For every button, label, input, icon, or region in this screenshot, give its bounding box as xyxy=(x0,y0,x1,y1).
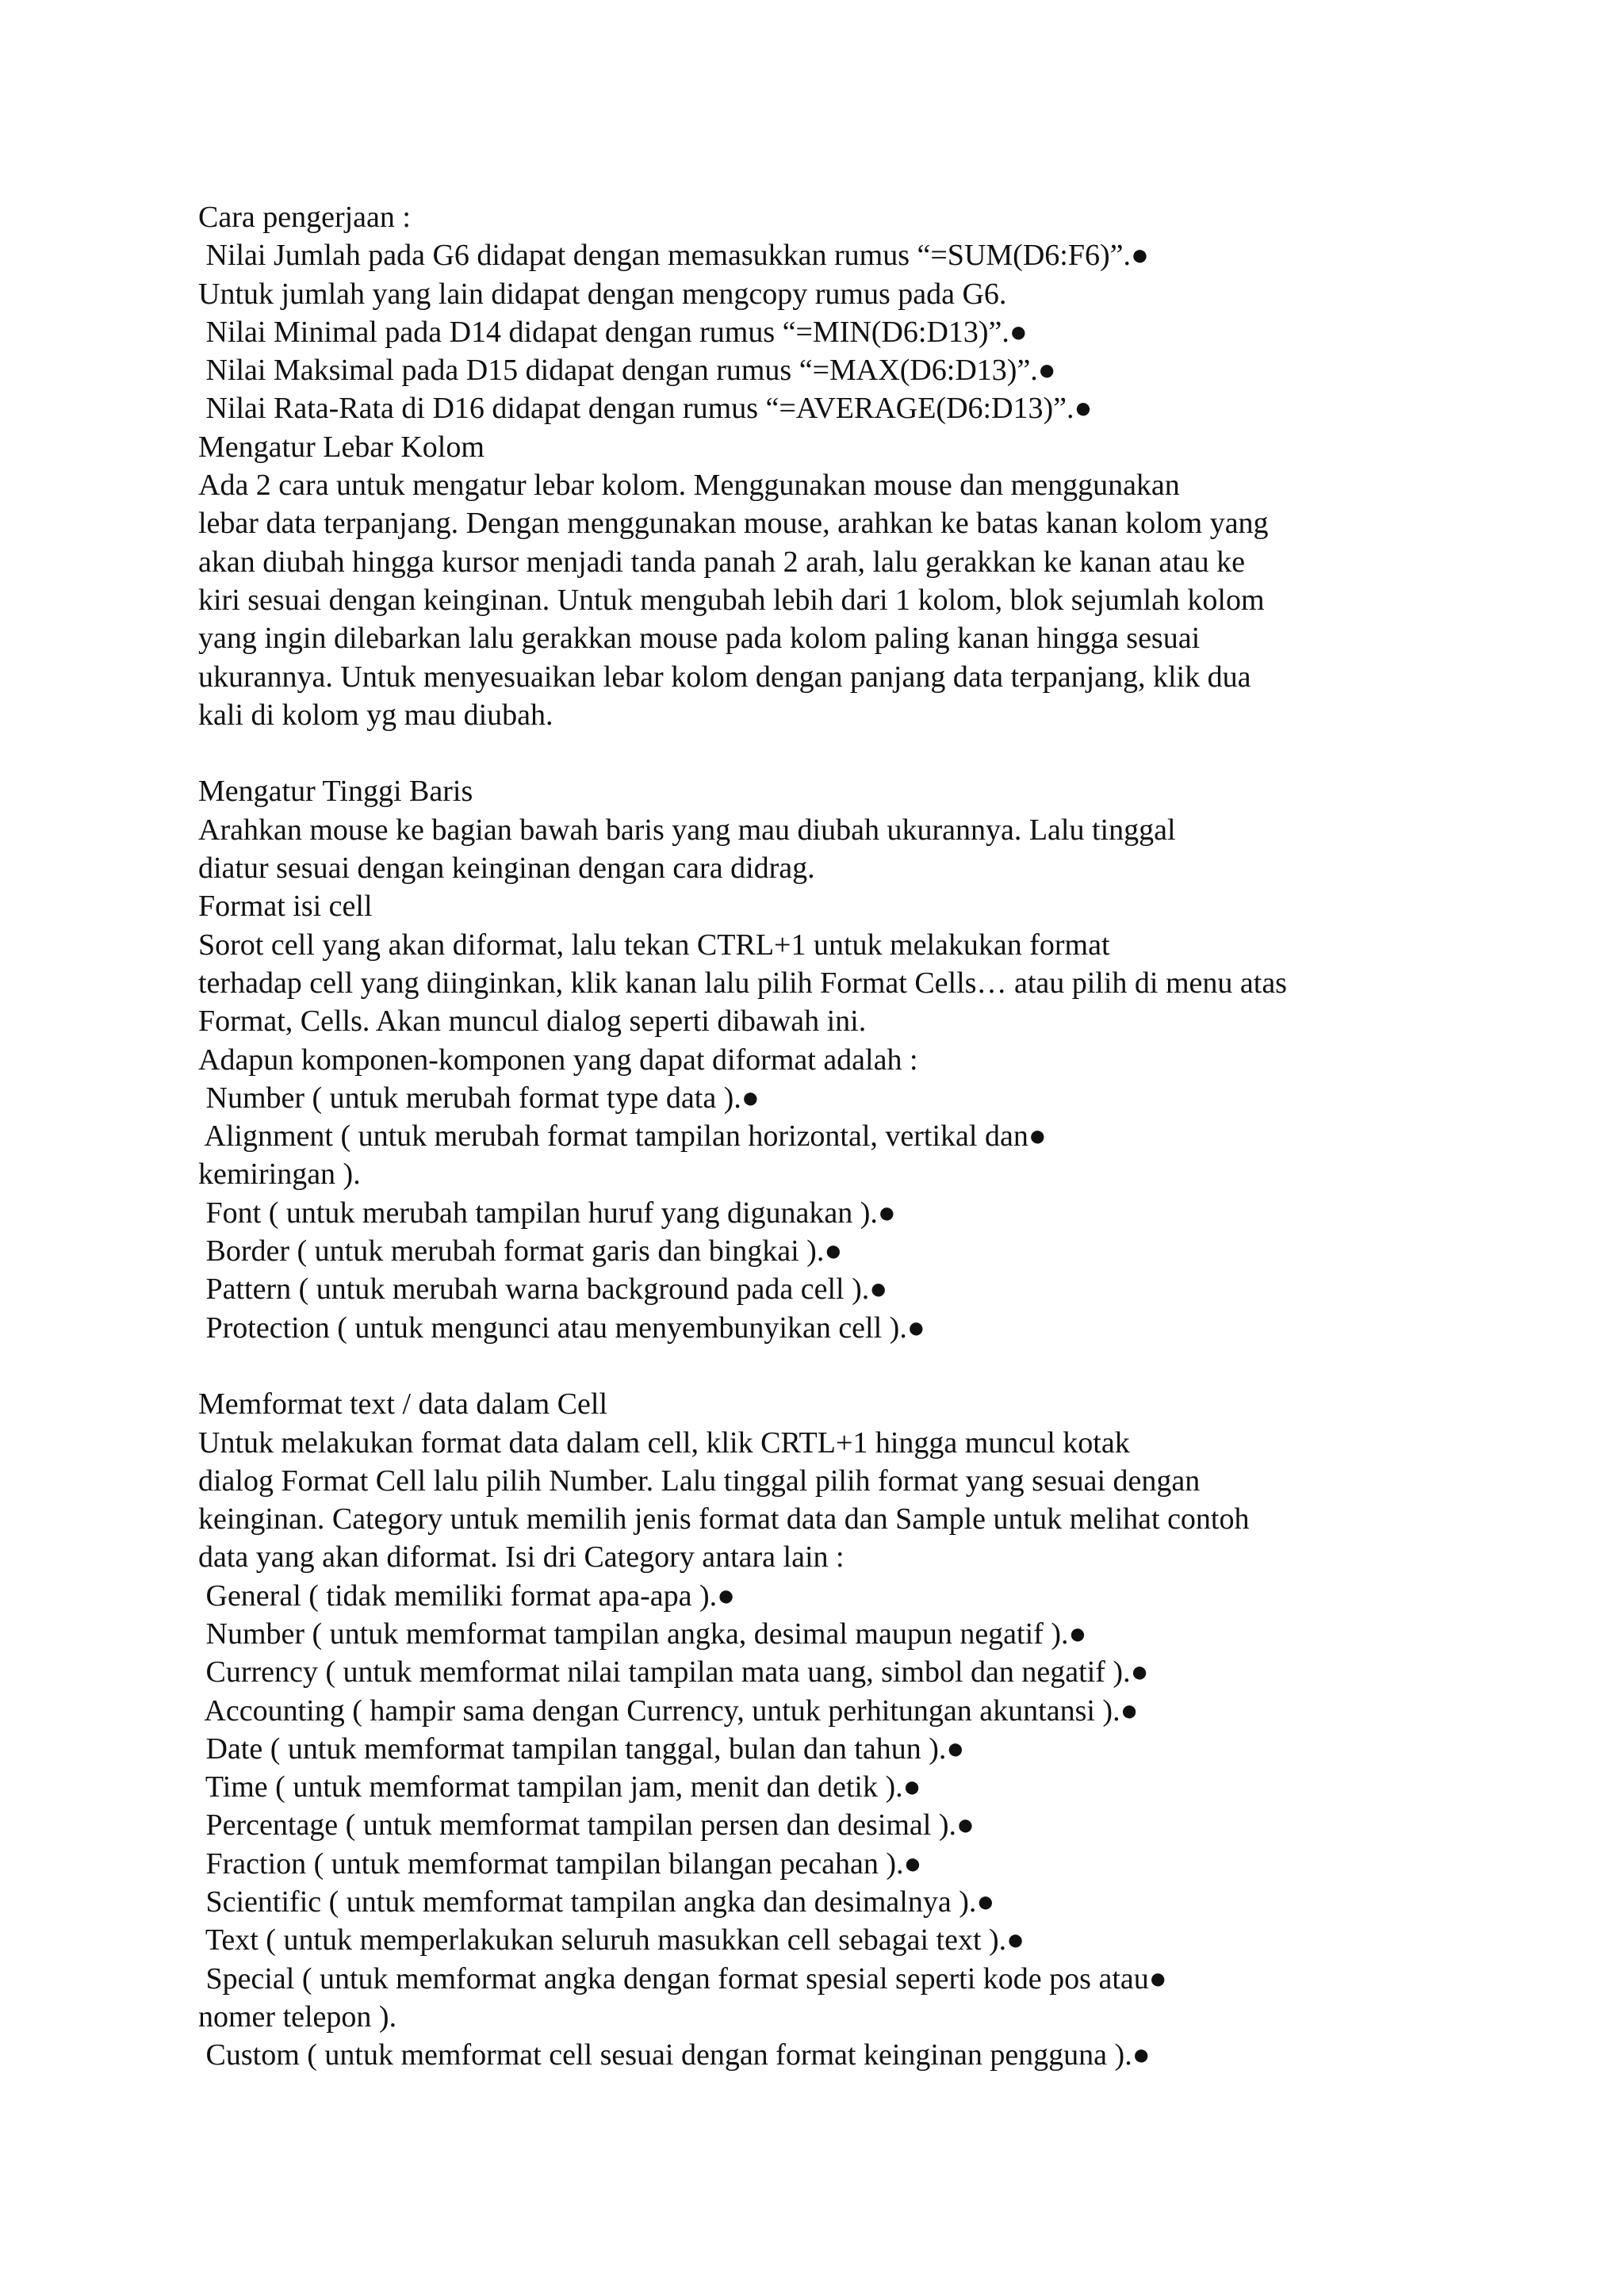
paragraph-line: akan diubah hingga kursor menjadi tanda panah 2 arah, lalu gerakkan ke kanan atau ke xyxy=(198,545,1245,579)
list-item: Number ( untuk memformat tampilan angka, desimal maupun negatif ).● xyxy=(198,1617,1087,1651)
list-item: Accounting ( hampir sama dengan Currency, untuk perhitungan akuntansi ).● xyxy=(198,1693,1139,1728)
paragraph-line: terhadap cell yang diinginkan, klik kanan lalu pilih Format Cells… atau pilih di menu atas xyxy=(198,966,1287,1000)
list-item: Currency ( untuk memformat nilai tampilan mata uang, simbol dan negatif ).● xyxy=(198,1655,1149,1689)
paragraph-line: diatur sesuai dengan keinginan dengan cara didrag. xyxy=(198,851,815,886)
paragraph-line: Untuk melakukan format data dalam cell, klik CRTL+1 hingga muncul kotak xyxy=(198,1425,1130,1460)
paragraph-line: Format, Cells. Akan muncul dialog seperti dibawah ini. xyxy=(198,1004,867,1039)
paragraph-line: Arahkan mouse ke bagian bawah baris yang mau diubah ukurannya. Lalu tinggal xyxy=(198,813,1176,847)
paragraph-line: lebar data terpanjang. Dengan menggunakan mouse, arahkan ke batas kanan kolom yang xyxy=(198,507,1269,541)
list-item: Date ( untuk memformat tampilan tanggal, bulan dan tahun ).● xyxy=(198,1732,965,1766)
list-item: Number ( untuk merubah format type data ).● xyxy=(198,1081,760,1115)
list-item: Pattern ( untuk merubah warna background pada cell ).● xyxy=(198,1272,888,1307)
paragraph-line: ukurannya. Untuk menyesuaikan lebar kolom dengan panjang data terpanjang, klik dua xyxy=(198,660,1251,694)
paragraph-line: Adapun komponen-komponen yang dapat diformat adalah : xyxy=(198,1043,918,1077)
list-item: Scientific ( untuk memformat tampilan angka dan desimalnya ).● xyxy=(198,1885,995,1919)
list-item: Percentage ( untuk memformat tampilan persen dan desimal ).● xyxy=(198,1808,975,1843)
paragraph-line: dialog Format Cell lalu pilih Number. Lalu tinggal pilih format yang sesuai dengan xyxy=(198,1464,1201,1498)
paragraph-line: kiri sesuai dengan keinginan. Untuk mengubah lebih dari 1 kolom, blok sejumlah kolom xyxy=(198,583,1265,617)
list-item-continuation: nomer telepon ). xyxy=(198,1999,397,2034)
heading-mengatur-tinggi-baris: Mengatur Tinggi Baris xyxy=(198,775,473,809)
heading-format-isi-cell: Format isi cell xyxy=(198,890,373,924)
paragraph-line: kali di kolom yg mau diubah. xyxy=(198,698,553,732)
heading-mengatur-lebar-kolom: Mengatur Lebar Kolom xyxy=(198,430,485,464)
text-line: Untuk jumlah yang lain didapat dengan mengcopy rumus pada G6. xyxy=(198,277,1007,311)
paragraph-line: keinginan. Category untuk memilih jenis format data dan Sample untuk melihat contoh xyxy=(198,1502,1250,1536)
blank-line xyxy=(198,1347,1435,1385)
list-item: General ( tidak memiliki format apa-apa ).● xyxy=(198,1578,736,1613)
list-item: Fraction ( untuk memformat tampilan bilangan pecahan ).● xyxy=(198,1846,922,1881)
paragraph-line: Ada 2 cara untuk mengatur lebar kolom. Menggunakan mouse dan menggunakan xyxy=(198,469,1180,503)
list-item: Custom ( untuk memformat cell sesuai dengan format keinginan pengguna ).● xyxy=(198,2038,1151,2072)
list-item: Special ( untuk memformat angka dengan format spesial seperti kode pos atau● xyxy=(198,1961,1167,1996)
list-item: Text ( untuk memperlakukan seluruh masukkan cell sebagai text ).● xyxy=(198,1923,1025,1957)
paragraph-line: yang ingin dilebarkan lalu gerakkan mouse pada kolom paling kanan hingga sesuai xyxy=(198,622,1201,656)
heading-memformat-text: Memformat text / data dalam Cell xyxy=(198,1387,608,1422)
list-item: Alignment ( untuk merubah format tampilan horizontal, vertikal dan● xyxy=(198,1119,1047,1154)
blank-line xyxy=(198,734,1435,772)
list-item: Border ( untuk merubah format garis dan bingkai ).● xyxy=(198,1234,843,1269)
list-item: Font ( untuk merubah tampilan huruf yang digunakan ).● xyxy=(198,1196,896,1230)
text-line: Nilai Jumlah pada G6 didapat dengan memasukkan rumus “=SUM(D6:F6)”.● xyxy=(198,239,1149,273)
paragraph-line: Sorot cell yang akan diformat, lalu tekan CTRL+1 untuk melakukan format xyxy=(198,928,1110,962)
heading-cara-pengerjaan: Cara pengerjaan : xyxy=(198,201,411,234)
text-line: Nilai Maksimal pada D15 didapat dengan rumus “=MAX(D6:D13)”.● xyxy=(198,354,1056,388)
document-page xyxy=(198,198,1435,2075)
list-item-continuation: kemiringan ). xyxy=(198,1158,361,1192)
paragraph-line: data yang akan diformat. Isi dri Category antara lain : xyxy=(198,1540,845,1575)
list-item: Time ( untuk memformat tampilan jam, menit dan detik ).● xyxy=(198,1770,921,1804)
list-item: Protection ( untuk mengunci atau menyembunyikan cell ).● xyxy=(198,1311,925,1345)
text-line: Nilai Minimal pada D14 didapat dengan rumus “=MIN(D6:D13)”.● xyxy=(198,315,1028,349)
text-line: Nilai Rata-Rata di D16 didapat dengan rumus “=AVERAGE(D6:D13)”.● xyxy=(198,392,1093,426)
